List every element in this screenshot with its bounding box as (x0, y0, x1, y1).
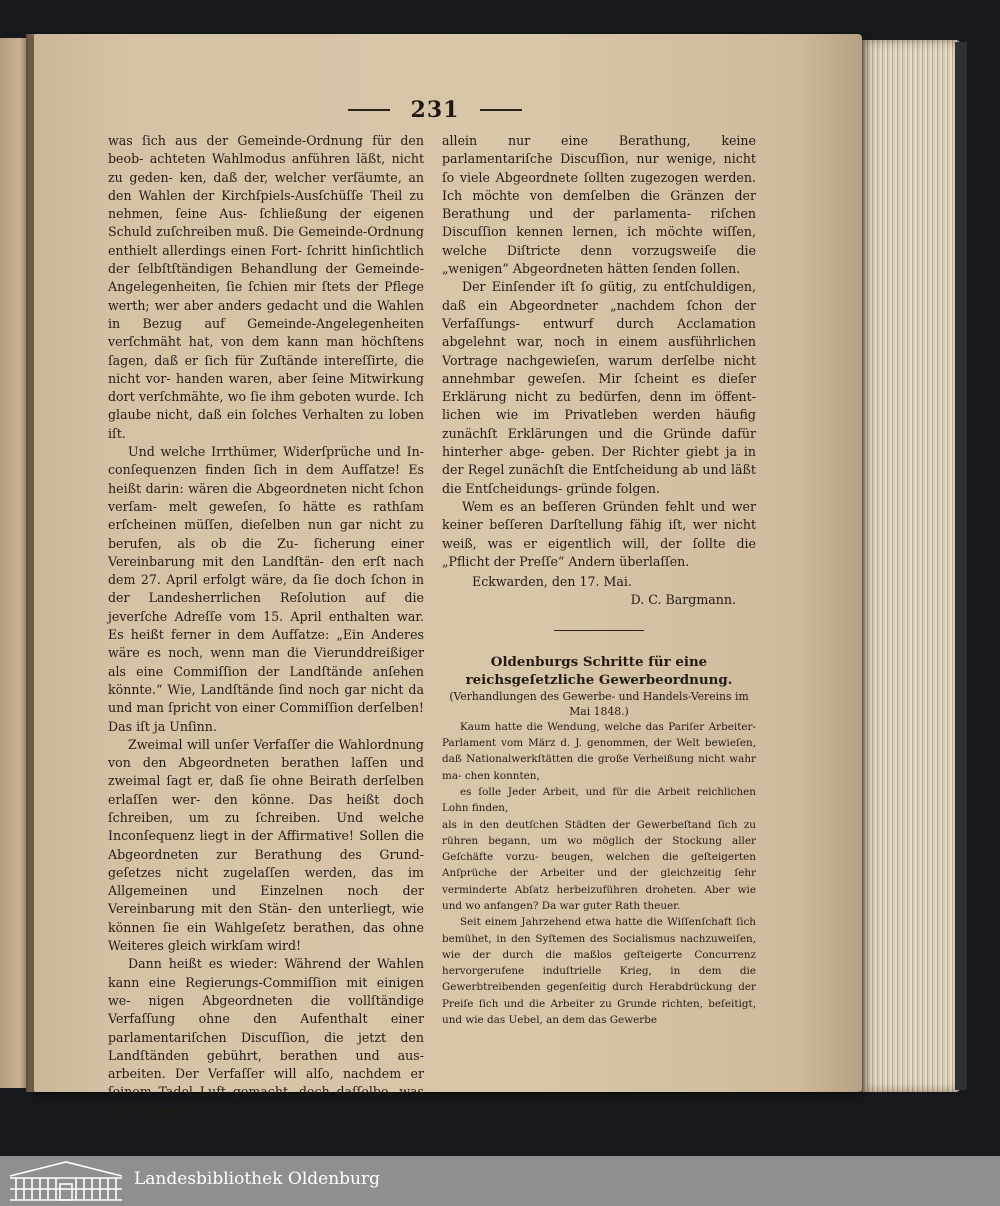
paragraph: als in den deutſchen Städten der Gewerbeſtand ſich zu rühren begann, um wo möglich der Stockung aller Geſchäfte vorzu- beugen, welchen die geſteigerten Anſprüche der Arbeiter und der gleichzeitig ſehr verminderte Abſatz herbeizuführen droheten. Aber wie und wo anfangen? Da war guter Rath theuer. (442, 818, 756, 912)
article-title: Oldenburgs Schritte für eine reichsgeſetzliche Gewerbeordnung. (465, 653, 733, 688)
paragraph: Wem es an beſſeren Gründen fehlt und wer keiner beſſeren Darſtellung fähig iſt, wer nicht weiß, was er eigentlich will, der ſollte die „Pflicht der Preſſe“ Andern überlaſſen. (442, 498, 756, 569)
signature: D. C. Bargmann. (630, 592, 736, 608)
paragraph: Seit einem Jahrzehend etwa hatte die Wiſſenſchaft ſich bemühet, in den Syſtemen des Socialismus nachzuweiſen, wie der durch die maßlos geſteigerte Concurrenz hervorgerufene induſtrielle Krieg, in dem die Gewerbtreibenden gegenſeitig durch Herabdrückung der Preiſe ſich und die Arbeiter zu Grunde richten, beſeitigt, und wie das Uebel, an dem das Gewerbe (442, 916, 756, 1027)
header-rule-right (480, 109, 522, 111)
signoff (442, 573, 756, 610)
section-divider (554, 630, 644, 631)
article-body (442, 719, 756, 1029)
paragraph: es ſolle Jeder Arbeit, und für die Arbeit reichlichen Lohn finden, (442, 785, 756, 815)
paragraph: Und welche Irrthümer, Widerſprüche und In- conſequenzen finden ſich in dem Aufſatze! Es heißt darin: wären die Abgeordneten nicht ſchon verſam- melt geweſen, ſo hätte es rathſam erſcheinen müſſen, dieſelben nun gar nicht zu berufen, als ob die Zu- ſicherung einer Vereinbarung mit den Landſtän- den erſt nach dem 27. April erfolgt wäre, da ſie doch ſchon in der Landesherrlichen Reſolution auf die jeverſche Adreſſe vom 15. April enthalten war. Es heißt ferner in dem Aufſatze: „Ein Anderes wäre es noch, wenn man die Vierunddreißiger als eine Commiſſion der Landſtände anſehen könnte.“ Wie, Landſtände ſind noch gar nicht da und man ſpricht von einer Commiſſion derſelben! Das iſt ja Unſinn. (108, 444, 424, 734)
page-header (340, 96, 530, 126)
paragraph: Der Einſender iſt ſo gütig, zu entſchuldigen, daß ein Abgeordneter „nachdem ſchon der Verfaſſungs- entwurf durch Acclamation abgelehnt war, noch in einem ausführlichen Vortrage nachgewieſen, warum derſelbe nicht annehmbar geweſen. Mir ſcheint es dieſer Erklärung nicht zu bedürfen, denn im öffent- lichen wie im Privatleben werden häufig zunächſt Erklärungen und die Gründe dafür hinterher abge- geben. Der Richter giebt ja in der Regel zunächſt die Entſcheidung ab und läßt die Entſcheidungs- gründe folgen. (442, 279, 756, 496)
page-edges (860, 40, 960, 1092)
left-page-edge (0, 38, 28, 1088)
footer-library-name[interactable]: Landesbibliothek Oldenburg (134, 1169, 381, 1189)
right-column (442, 132, 756, 1028)
left-column (108, 132, 424, 1120)
page-number: 231 (410, 97, 460, 123)
footer-bar (0, 1156, 1000, 1206)
paragraph: allein nur eine Berathung, keine parlamentariſche Discuſſion, nur wenige, nicht ſo viele Abgeordnete ſollten zugezogen werden. Ich möchte von demſelben die Gränzen der Berathung und der parlamenta- riſchen Discuſſion kennen lernen, ich möchte wiſſen, welche Diſtricte denn vorzugsweiſe die „wenigen“ Abgeordneten hätten ſenden ſollen. (442, 133, 756, 277)
library-building-icon (8, 1160, 124, 1202)
paragraph: Kaum hatte die Wendung, welche das Pariſer Arbeiter- Parlament vom März d. J. genommen, der Welt bewieſen, daß Nationalwerkſtätten die große Verheißung nicht wahr ma- chen konnten, (442, 720, 756, 782)
paragraph: Zweimal will unſer Verfaſſer die Wahlordnung von den Abgeordneten berathen laſſen und zweimal ſagt er, daß ſie ohne Beirath derſelben erlaſſen wer- den könne. Das heißt doch ſchreiben, um zu ſchreiben. Und welche Inconſequenz liegt in der Affirmative! Sollen die Abgeordneten zur Berathung des Grund- geſetzes nicht zugelaſſen werden, das im Allgemeinen und Einzelnen noch der Vereinbarung mit den Stän- den unterliegt, wie können ſie ein Wahlgeſetz berathen, das ohne Weiteres gleich wirkſam wird! (108, 736, 424, 954)
place-date: Eckwarden, den 17. Mai. (472, 574, 632, 590)
paragraph: was ſich aus der Gemeinde-Ordnung für den beob- achteten Wahlmodus anführen läßt, nicht zu geden- ken, daß der, welcher verſäumte, an den Wahlen der Kirchſpiels-Ausſchüſſe Theil zu nehmen, ſeine Aus- ſchließung der eigenen Schuld zuſchreiben muß. Die Gemeinde-Ordnung enthielt allerdings einen Fort- ſchritt hinſichtlich der ſelbſtſtändigen Behandlung der Gemeinde-Angelegenheiten, ſie ſchien mir ſtets der Pflege werth; wer aber anders gedacht und die Wahlen in Bezug auf Gemeinde-Angelegenheiten verſchmäht hat, von dem kann man höchſtens ſagen, daß er ſich für Zuſtände intereſſirte, die nicht vor- handen waren, aber ſeine Mitwirkung dort verſchmähte, wo ſie ihm geboten wurde. Ich glaube nicht, daß ein ſolches Verhalten zu loben iſt. (108, 133, 424, 441)
paragraph: Dann heißt es wieder: Während der Wahlen kann eine Regierungs-Commiſſion mit einigen we- nigen Abgeordneten die vollſtändige Verfaſſung ohne den Aufenthalt einer parlamentariſchen Discuſſion, die jetzt den Landſtänden gebührt, berathen und aus- arbeiten. Der Verfaſſer will alſo, nachdem er ſeinem Tadel Luft gemacht, doch daſſelbe, was geſchehen iſt, (108, 956, 424, 1118)
header-rule-left (348, 109, 390, 111)
article-subtitle: (Verhandlungen des Gewerbe- und Handels-Vereins im Mai 1848.) (449, 689, 749, 718)
book-cover-edge (955, 42, 967, 1090)
